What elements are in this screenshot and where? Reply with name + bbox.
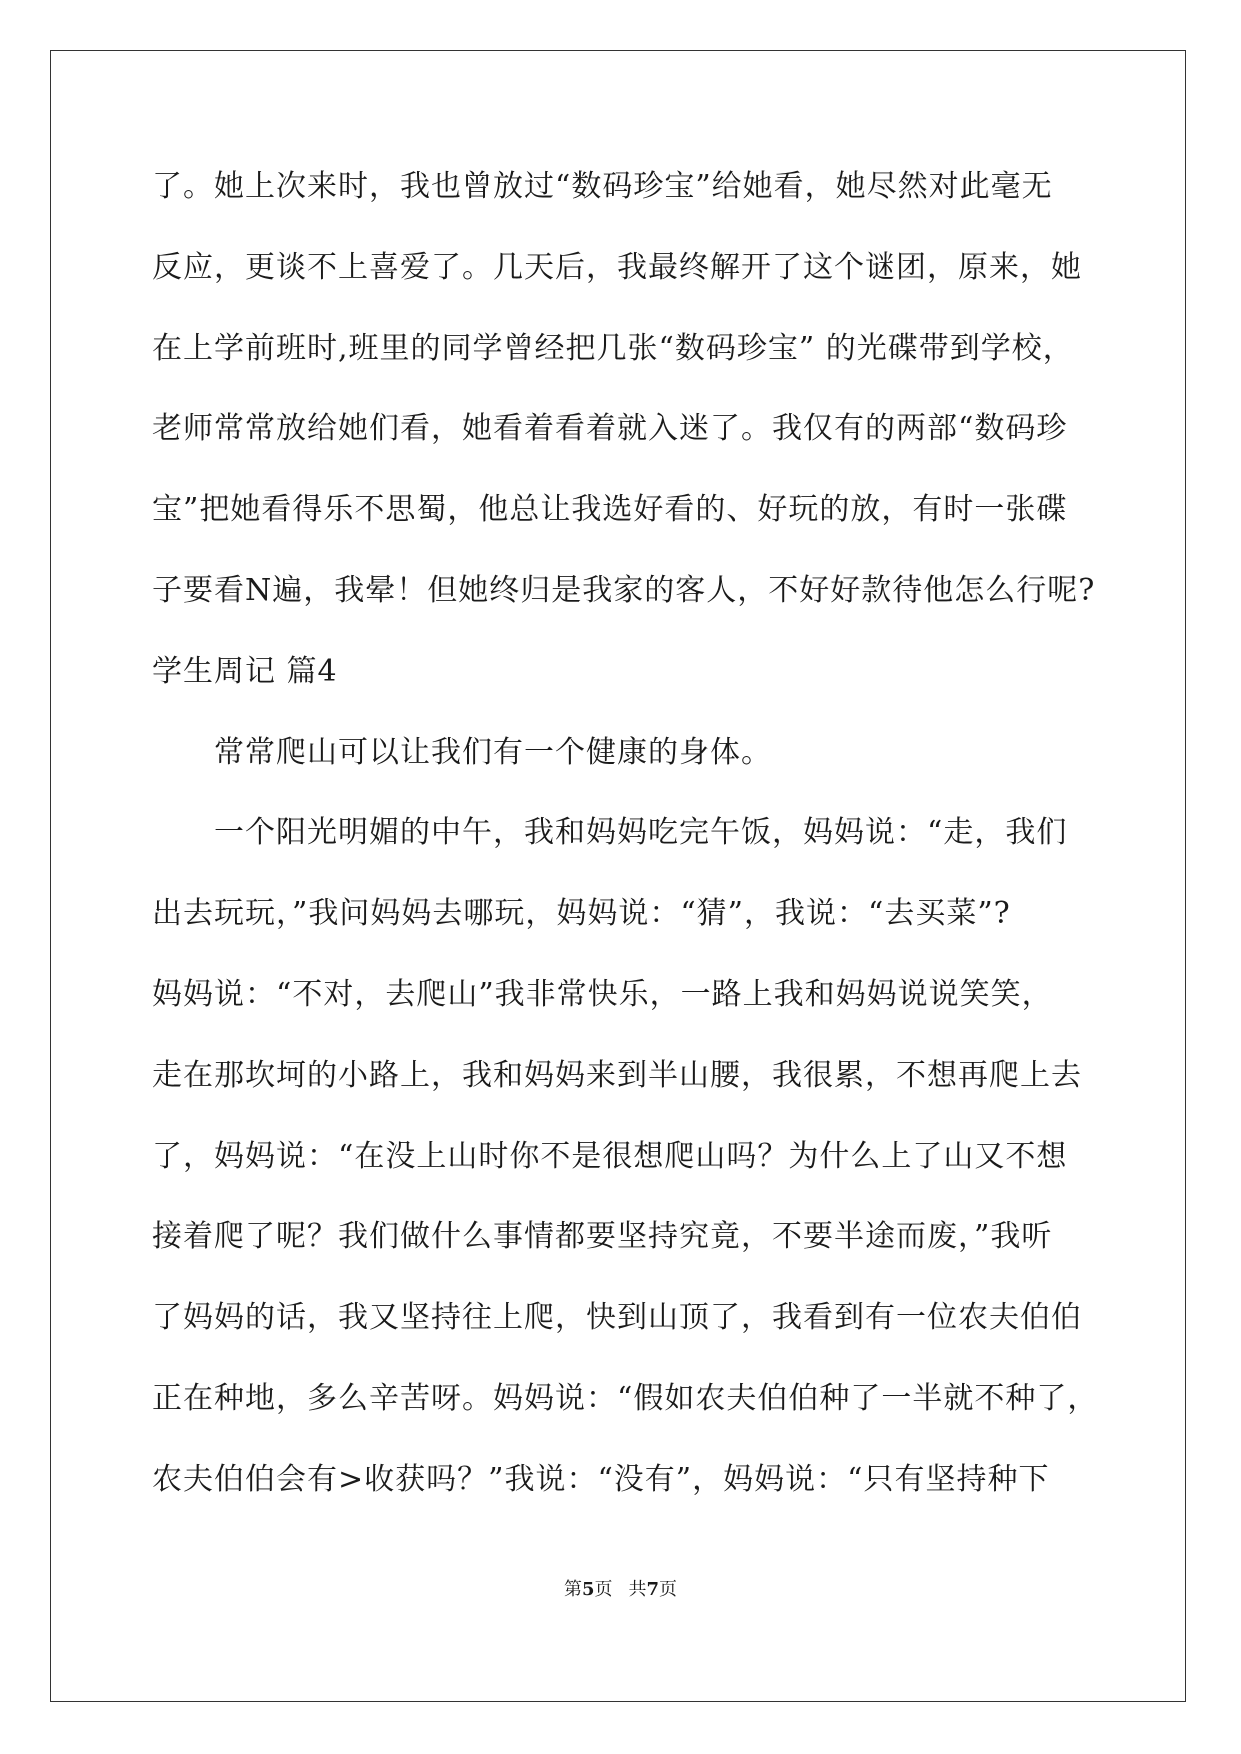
text-line: 在上学前班时,班里的同学曾经把几张“数码珍宝” 的光碟带到学校， [152, 330, 1074, 366]
document-body [152, 163, 1099, 1537]
page-footer [0, 1575, 1241, 1601]
text-line: 常常爬山可以让我们有一个健康的身体。 [214, 734, 772, 770]
text-line: 反应，更谈不上喜爱了。几天后，我最终解开了这个谜团，原来，她 [152, 249, 1082, 285]
text-line: 了，妈妈说：“在没上山时你不是很想爬山吗？为什么上了山又不想 [152, 1138, 1068, 1174]
total-suffix: 页 [659, 1579, 678, 1600]
text-line: 子要看N遍，我晕！但她终归是我家的客人，不好好款待他怎么行呢? [152, 572, 1096, 608]
text-line: 了。她上次来时，我也曾放过“数码珍宝”给她看，她尽然对此毫无 [152, 169, 1053, 204]
text-line: 一个阳光明媚的中午，我和妈妈吃完午饭，妈妈说：“走，我们 [214, 815, 1068, 851]
total-prefix: 共 [628, 1579, 647, 1600]
text-line: 农夫伯伯会有>收获吗？”我说：“没有”，妈妈说：“只有坚持种下 [152, 1461, 1050, 1497]
page-suffix: 页 [594, 1579, 613, 1600]
page-prefix: 第 [563, 1579, 582, 1600]
page-current: 5 [581, 1579, 595, 1600]
text-line: 了妈妈的话，我又坚持往上爬，快到山顶了，我看到有一位农夫伯伯 [152, 1300, 1082, 1336]
text-line: 接着爬了呢？我们做什么事情都要坚持究竟，不要半途而废，”我听 [152, 1219, 1053, 1255]
text-line: 正在种地，多么辛苦呀。妈妈说：“假如农夫伯伯种了一半就不种了， [152, 1380, 1099, 1416]
text-line: 妈妈说：“不对，去爬山”我非常快乐，一路上我和妈妈说说笑笑， [152, 976, 1053, 1012]
page-total: 7 [646, 1579, 660, 1600]
text-line: 老师常常放给她们看，她看着看着就入迷了。我仅有的两部“数码珍 [152, 411, 1068, 447]
text-line: 走在那坎坷的小路上，我和妈妈来到半山腰，我很累，不想再爬上去 [152, 1057, 1082, 1093]
text-line: 宝”把她看得乐不思蜀，他总让我选好看的、好玩的放，有时一张碟 [152, 492, 1068, 528]
section-heading: 学生周记 篇4 [152, 653, 338, 689]
text-line: 出去玩玩，”我问妈妈去哪玩，妈妈说：“猜”，我说：“去买菜”? [152, 896, 1011, 932]
